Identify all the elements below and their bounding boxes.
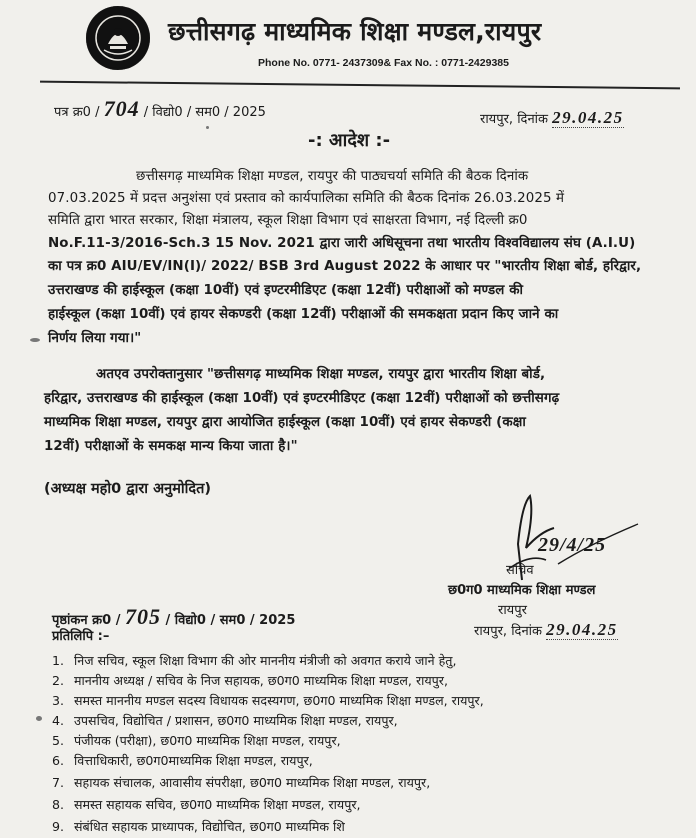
header-phone: Phone No. 0771- 2437309& Fax No. : 0771-2429385 (258, 57, 509, 69)
list-item: 9. संबंधित सहायक प्राध्यापक, विद्योचित, छ0ग0 माध्यमिक शि (52, 819, 345, 834)
list-item: 4. उपसचिव, विद्योचित / प्रशासन, छ0ग0 माध्यमिक शिक्षा मण्डल, रायपुर, (52, 713, 398, 728)
order-title: -: आदेश :- (308, 130, 391, 151)
para1-line: 07.03.2025 में प्रदत्त अनुशंसा एवं प्रस्ताव को कार्यपालिका समिति की बैठक दिनांक 26.03.2025 में (48, 191, 565, 206)
list-item: 8. समस्त सहायक सचिव, छ0ग0 माध्यमिक शिक्षा मण्डल, रायपुर, (52, 797, 361, 812)
signature-handwritten-date: 29/4/25 (538, 534, 607, 556)
copy-label: प्रतिलिपि :– (52, 629, 110, 644)
list-item: 7. सहायक संचालक, आवासीय संपरीक्षा, छ0ग0 माध्यमिक शिक्षा मण्डल, रायपुर, (52, 775, 431, 790)
list-item: 5. पंजीयक (परीक्षा), छ0ग0 माध्यमिक शिक्षा मण्डल, रायपुर, (52, 733, 341, 748)
para1-line: No.F.11-3/2016-Sch.3 15 Nov. 2021 द्वारा जारी अधिसूचना तथा भारतीय विश्वविद्यालय संघ (A.I.U) (48, 236, 636, 251)
scan-speck (36, 716, 42, 721)
para1-line: का पत्र क्र0 AIU/EV/IN(I)/ 2022/ BSB 3rd August 2022 के आधार पर "भारतीय शिक्षा बोर्ड, हरिद्वार, (48, 259, 642, 274)
para2-line: माध्यमिक शिक्षा मण्डल, रायपुर द्वारा आयोजित हाईस्कूल (कक्षा 10वीं) एवं हायर सेकण्डरी (कक्षा (44, 415, 526, 430)
list-item: 6. वित्ताधिकारी, छ0ग0माध्यमिक शिक्षा मण्डल, रायपुर, (52, 753, 313, 768)
board-seal-logo (86, 6, 150, 70)
list-item: 1. निज सचिव, स्कूल शिक्षा विभाग की ओर माननीय मंत्रीजी को अवगत कराये जाने हेतु, (52, 653, 457, 668)
list-item: 2. माननीय अध्यक्ष / सचिव के निज सहायक, छ0ग0 माध्यमिक शिक्षा मण्डल, रायपुर, (52, 673, 448, 688)
reference-number (54, 96, 266, 122)
para1-line: छत्तीसगढ़ माध्यमिक शिक्षा मण्डल, रायपुर की पाठ्यचर्या समिति की बैठक दिनांक (136, 169, 529, 184)
scan-speck (30, 338, 40, 342)
endorsement-date (474, 620, 618, 640)
para1-line: हाईस्कूल (कक्षा 10वीं) एवं हायर सेकण्डरी (कक्षा 12वीं) परीक्षाओं की समकक्षता प्रदान किए जाने का (48, 307, 559, 322)
endorsement-suffix: / विद्यो0 / सम0 / 2025 (165, 613, 296, 628)
ref-prefix: पत्र क्र0 / (54, 105, 100, 120)
header-title: छत्तीसगढ़ माध्यमिक शिक्षा मण्डल,रायपुर (168, 17, 542, 46)
para1-line: निर्णय लिया गया।" (48, 331, 142, 346)
endorsement-prefix: पृष्ठांकन क्र0 / (52, 613, 121, 628)
ref-date-handwritten: 29.04.25 (552, 108, 624, 127)
ref-suffix: / विद्यो0 / सम0 / 2025 (143, 105, 266, 120)
approval-note: (अध्यक्ष महो0 द्वारा अनुमोदित) (44, 481, 211, 497)
endorsement-date-label: रायपुर, दिनांक (474, 624, 543, 639)
para2-line: हरिद्वार, उत्तराखण्ड की हाईस्कूल (कक्षा 10वीं) एवं इण्टरमीडिएट (कक्षा 12वीं) परीक्षाओं को छत्तीसगढ़ (44, 391, 560, 406)
signature-designation: सचिव (506, 563, 534, 578)
signature-org: छ0ग0 माध्यमिक शिक्षा मण्डल (448, 583, 596, 598)
ref-date-label: रायपुर, दिनांक (480, 112, 549, 127)
endorsement-number-handwritten: 705 (124, 604, 161, 629)
para1-line: उत्तराखण्ड की हाईस्कूल (कक्षा 10वीं) एवं इण्टरमीडिएट (कक्षा 12वीं) परीक्षाओं को मण्डल की (48, 283, 524, 298)
para2-line: 12वीं) परीक्षाओं के समकक्ष मान्य किया जाता है।" (44, 439, 298, 454)
header-divider (40, 81, 680, 90)
ref-number-handwritten: 704 (103, 96, 140, 121)
signature-city: रायपुर (498, 603, 527, 618)
endorsement-date-handwritten: 29.04.25 (546, 620, 618, 639)
para2-line: अतएव उपरोक्तानुसार "छत्तीसगढ़ माध्यमिक शिक्षा मण्डल, रायपुर द्वारा भारतीय शिक्षा बोर्ड, (96, 367, 546, 382)
scan-speck (206, 126, 209, 129)
reference-date (480, 108, 624, 128)
list-item: 3. समस्त माननीय मण्डल सदस्य विधायक सदस्यगण, छ0ग0 माध्यमिक शिक्षा मण्डल, रायपुर, (52, 693, 484, 708)
para1-line: समिति द्वारा भारत सरकार, शिक्षा मंत्रालय, स्कूल शिक्षा विभाग एवं साक्षरता विभाग, नई दिल्ली क्र0 (48, 213, 528, 228)
